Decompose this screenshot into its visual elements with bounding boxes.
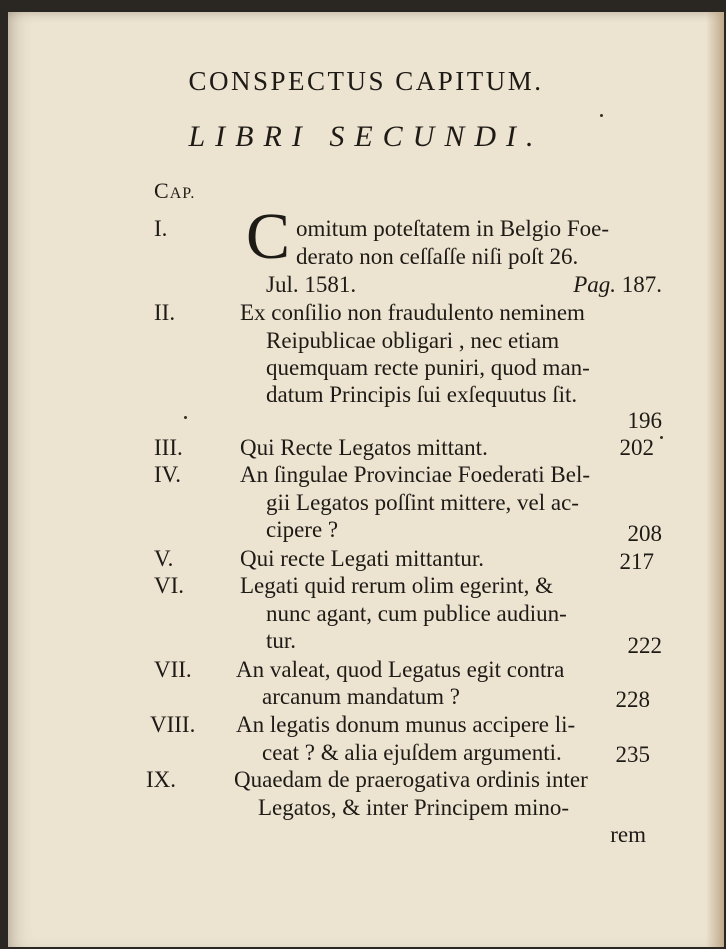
entry-line: nunc agant, cum publice audiun- (266, 601, 567, 626)
chapter-number: VIII. (150, 712, 196, 737)
entry-line: Jul. 1581. (266, 272, 357, 297)
entry-line: quemquam recte puniri, quod man- (266, 355, 590, 380)
drop-cap: C (246, 200, 291, 273)
entry-line: arcanum mandatum ? (262, 684, 460, 709)
entry-line: tur. (266, 628, 297, 653)
chapter-number: IX. (146, 767, 177, 792)
chapter-number: V. (154, 546, 174, 571)
ink-speck (600, 114, 603, 117)
chapter-column-label (154, 178, 195, 204)
page-number: 222 (627, 633, 662, 658)
entry-line: Legatos, & inter Principem mino- (258, 795, 570, 820)
entry-line-end: rem (610, 822, 646, 847)
chapter-number: IV. (154, 462, 182, 487)
page-number: 208 (627, 521, 662, 546)
page-reference (573, 272, 662, 298)
page-header: CONSPECTUS CAPITUM. (188, 66, 544, 96)
chapter-number: III. (154, 435, 183, 460)
entry-line: datum Principis ſui exſequutus ſit. (266, 382, 578, 407)
page-number: 202 (619, 435, 654, 460)
chapter-number: VI. (154, 573, 185, 598)
entry-line: Legati quid rerum olim egerint, & (240, 573, 553, 598)
cap-label-big: C (154, 178, 170, 203)
entry-line: omitum poteſtatem in Belgio Foe- (296, 216, 610, 241)
page-prefix: Pag. (573, 272, 616, 297)
chapter-number: VII. (154, 657, 192, 682)
ink-speck (184, 416, 187, 419)
entry-line: Ex conſilio non fraudulento neminem (240, 300, 585, 325)
page-subheader: LIBRI SECUNDI. (188, 120, 544, 153)
entry-line: Reipublicae obligari , nec etiam (266, 328, 560, 353)
page-number: 196 (627, 408, 662, 433)
entry-line: Qui recte Legati mittantur. (240, 546, 484, 571)
entry-line: cipere ? (266, 517, 339, 542)
page-number: 217 (619, 549, 654, 574)
entry-line: Quaedam de praerogativa ordinis inter (234, 767, 588, 792)
entry-line: An legatis donum munus accipere li- (236, 712, 576, 737)
cap-label-small: AP. (169, 185, 196, 202)
entry-line: An ſingulae Provinciae Foederati Bel- (240, 462, 591, 487)
entry-line: ceat ? & alia ejuſdem argumenti. (262, 740, 562, 765)
chapter-number: II. (154, 300, 176, 325)
chapter-number: I. (154, 216, 168, 241)
entry-line: An valeat, quod Legatus egit contra (236, 657, 565, 682)
ink-speck (660, 436, 663, 439)
entry-line: Qui Recte Legatos mittant. (240, 435, 488, 460)
page-number: 228 (615, 687, 650, 712)
entry-line: gii Legatos poſſint mittere, vel ac- (266, 490, 579, 515)
page-number: 187. (621, 272, 662, 297)
entry-line: derato non ceſſaſſe niſi poſt 26. (296, 244, 579, 269)
page-number: 235 (615, 742, 650, 767)
book-page (8, 12, 724, 947)
